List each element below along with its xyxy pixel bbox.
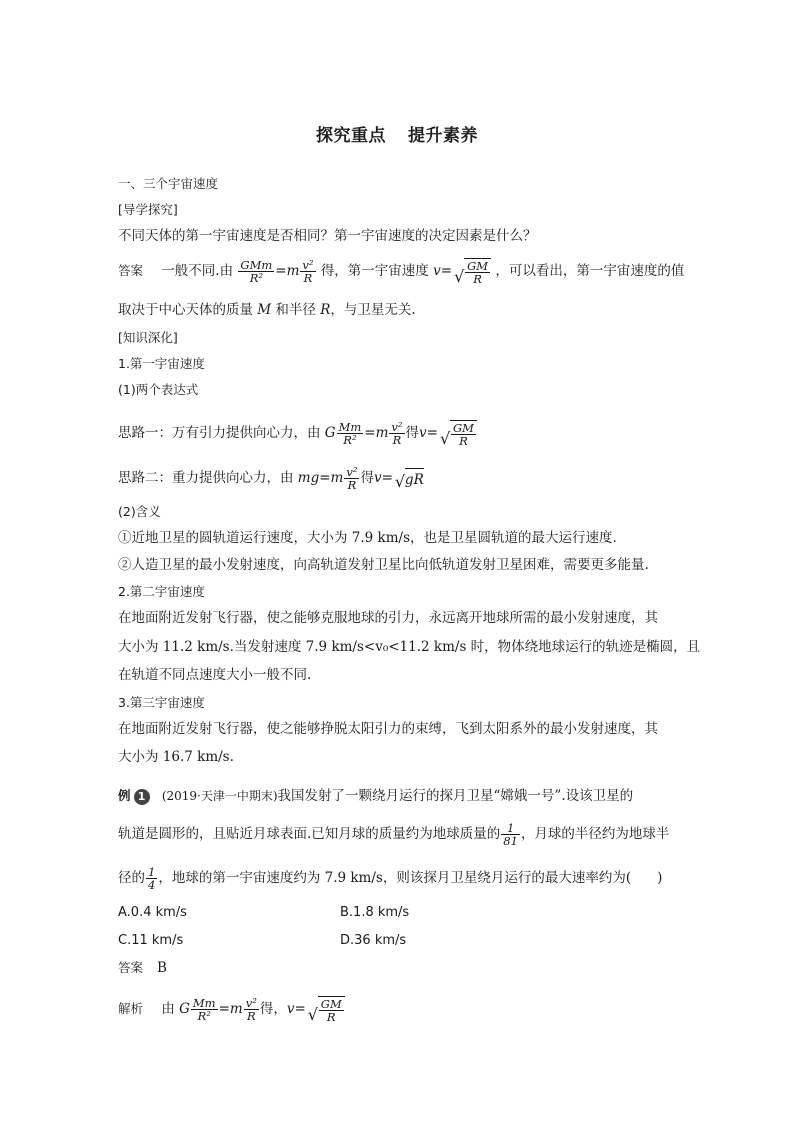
meaning-2: ②人造卫星的最小发射速度，向高轨道发射卫星比向低轨道发射卫星困难，需要更多能量. xyxy=(118,557,649,573)
first-speed-sub1: (1)两个表达式 xyxy=(118,382,199,397)
example-source: (2019·天津一中期末) xyxy=(161,789,278,803)
example-answer: 答案 B xyxy=(118,960,167,976)
first-speed-heading: 1.第一宇宙速度 xyxy=(118,356,205,371)
title-left: 探究重点 xyxy=(316,126,386,146)
third-speed-line-2: 大小为 16.7 km/s. xyxy=(118,749,234,765)
guide-question: 不同天体的第一宇宙速度是否相同？第一宇宙速度的决定因素是什么？ xyxy=(118,228,537,244)
option-c: C.11 km/s xyxy=(118,933,184,948)
second-speed-heading: 2.第二宇宙速度 xyxy=(118,584,205,599)
option-d: D.36 km/s xyxy=(340,933,407,948)
answer-line-2: 取决于中心天体的质量 M 和半径 R，与卫星无关. xyxy=(118,302,416,318)
formula-fraction: $\frac{\text{v²}}{R}$ xyxy=(302,258,314,285)
formula-sqrt: √ $\frac{GM}{R}$ xyxy=(454,258,491,285)
page-title xyxy=(0,121,794,146)
answer-text-2: 得，第一宇宙速度 xyxy=(320,263,429,279)
formula-fraction: $\frac{\text{GMm}}{\text{R²}}$ xyxy=(240,258,273,285)
guide-tag: [导学探究] xyxy=(118,202,178,217)
answer-text-1: 一般不同.由 xyxy=(161,263,234,279)
second-speed-line-2: 大小为 11.2 km/s.当发射速度 7.9 km/s<v₀<11.2 km/s 时，物体绕地球运行的轨迹是椭圆，且 xyxy=(118,639,701,655)
example-analysis: 解析 由 G $\frac{Mm}{\text{R²}}$ =m $\frac{\text{v²}}{R}$ 得，v= √ $\frac{GM}{R}$ xyxy=(118,996,345,1023)
third-speed-line-1: 在地面附近发射飞行器，使之能够挣脱太阳引力的束缚，飞到太阳系外的最小发射速度，其 xyxy=(118,721,658,737)
idea-1: 思路一：万有引力提供向心力，由 G $\frac{Mm}{\text{R²}}$ =m $\frac{\text{v²}}{R}$ 得v= √ $\frac{GM}{R}$ xyxy=(118,420,477,447)
example-line-2: 轨道是圆形的，且贴近月球表面.已知月球的质量约为地球质量的 $\frac{1}{81}$ ，月球的半径约为地球半 xyxy=(118,821,670,848)
example-line-3: 径的 $\frac{1}{4}$ ，地球的第一宇宙速度约为 7.9 km/s，则该探月卫星绕月运行的最大速率约为( ) xyxy=(118,865,663,892)
answer-text-3: ，可以看出，第一宇宙速度的值 xyxy=(495,263,685,279)
answer-line-1: 答案 一般不同.由 $\frac{\text{GMm}}{\text{R²}}$ =m $\frac{\text{v²}}{R}$ 得，第一宇宙速度 v= √ $\frac{GM}{R}$ ，可以看出，第一宇宙速度的值 xyxy=(118,258,685,286)
example-line-1: 例 1 (2019·天津一中期末)我国发射了一颗绕月运行的探月卫星“嫦娥一号”.设该卫星的 xyxy=(118,788,634,804)
idea-2: 思路二：重力提供向心力，由 mg=m $\frac{\text{v²}}{R}$ 得v= √ gR xyxy=(118,465,424,492)
example-label: 例 xyxy=(118,788,131,803)
second-speed-line-3: 在轨道不同点速度大小一般不同. xyxy=(118,667,312,683)
third-speed-heading: 3.第三宇宙速度 xyxy=(118,695,205,710)
knowledge-tag: [知识深化] xyxy=(118,330,178,345)
second-speed-line-1: 在地面附近发射飞行器，使之能够克服地球的引力，永远离开地球所需的最小发射速度，其 xyxy=(118,610,658,626)
answer-label: 答案 xyxy=(118,263,144,278)
meaning-1: ①近地卫星的圆轨道运行速度，大小为 7.9 km/s，也是卫星圆轨道的最大运行速度. xyxy=(118,530,617,546)
section-heading: 一、三个宇宙速度 xyxy=(118,176,219,191)
example-number-icon: 1 xyxy=(134,789,150,805)
title-right: 提升素养 xyxy=(408,126,478,146)
option-b: B.1.8 km/s xyxy=(340,905,410,920)
first-speed-sub2: (2)含义 xyxy=(118,504,161,519)
option-a: A.0.4 km/s xyxy=(118,905,187,920)
